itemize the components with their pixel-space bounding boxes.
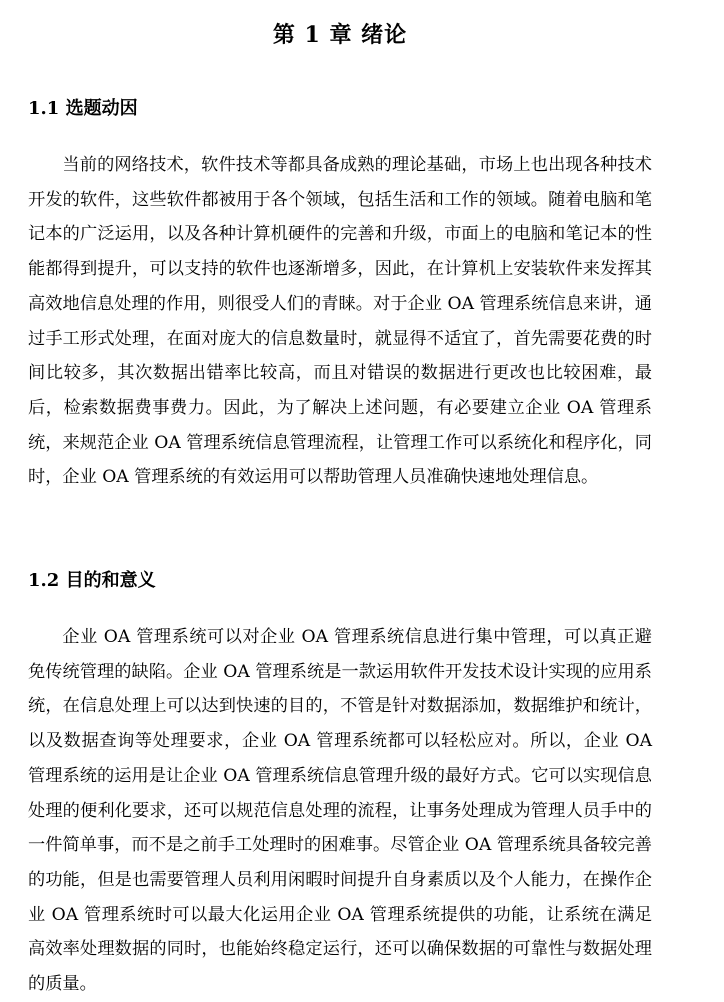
chapter-title: 第 1 章 绪论 (272, 22, 408, 48)
paragraph-motivation: 当前的网络技术，软件技术等都具备成熟的理论基础，市场上也出现各种技术开发的软件，这些软件都被用于各个领域，包括生活和工作的领域。随着电脑和笔记本的广泛运用，以及各种计算机硬件的完善和升级，市面上的电脑和笔记本的性能都得到提升，可以支持的软件也逐渐增多，因此，在计算机上安装软件来发挥其高效地信息处理的作用，则很受人们的青睐。对于企业 OA 管理系统信息来讲，通过手工形式处理，在面对庞大的信息数量时，就显得不适宜了，首先需要花费的时间比较多，其次数据出错率比较高，而且对错误的数据进行更改也比较困难，最后，检索数据费事费力。因此，为了解决上述问题，有必要建立企业 OA 管理系统，来规范企业 OA 管理系统信息管理流程，让管理工作可以系统化和程序化，同时，企业 OA 管理系统的有效运用可以帮助管理人员准确快速地处理信息。 (28, 155, 652, 488)
paragraph-purpose: 企业 OA 管理系统可以对企业 OA 管理系统信息进行集中管理，可以真正避免传统管理的缺陷。企业 OA 管理系统是一款运用软件开发技术设计实现的应用系统，在信息处理上可以达到快速的目的，不管是针对数据添加，数据维护和统计，以及数据查询等处理要求，企业 OA 管理系统都可以轻松应对。所以，企业 OA 管理系统的运用是让企业 OA 管理系统信息管理升级的最好方式。它可以实现信息处理的便利化要求，还可以规范信息处理的流程，让事务处理成为管理人员手中的一件简单事，而不是之前手工处理时的困难事。尽管企业 OA 管理系统具备较完善的功能，但是也需要管理人员利用闲暇时间提升自身素质以及个人能力，在操作企业 OA 管理系统时可以最大化运用企业 OA 管理系统提供的功能，让系统在满足高效率处理数据的同时，也能始终稳定运行，还可以确保数据的可靠性与数据处理的质量。 (28, 627, 652, 995)
section-heading-motivation: 1.1 选题动因 (28, 98, 138, 119)
section-heading-purpose: 1.2 目的和意义 (28, 570, 156, 591)
